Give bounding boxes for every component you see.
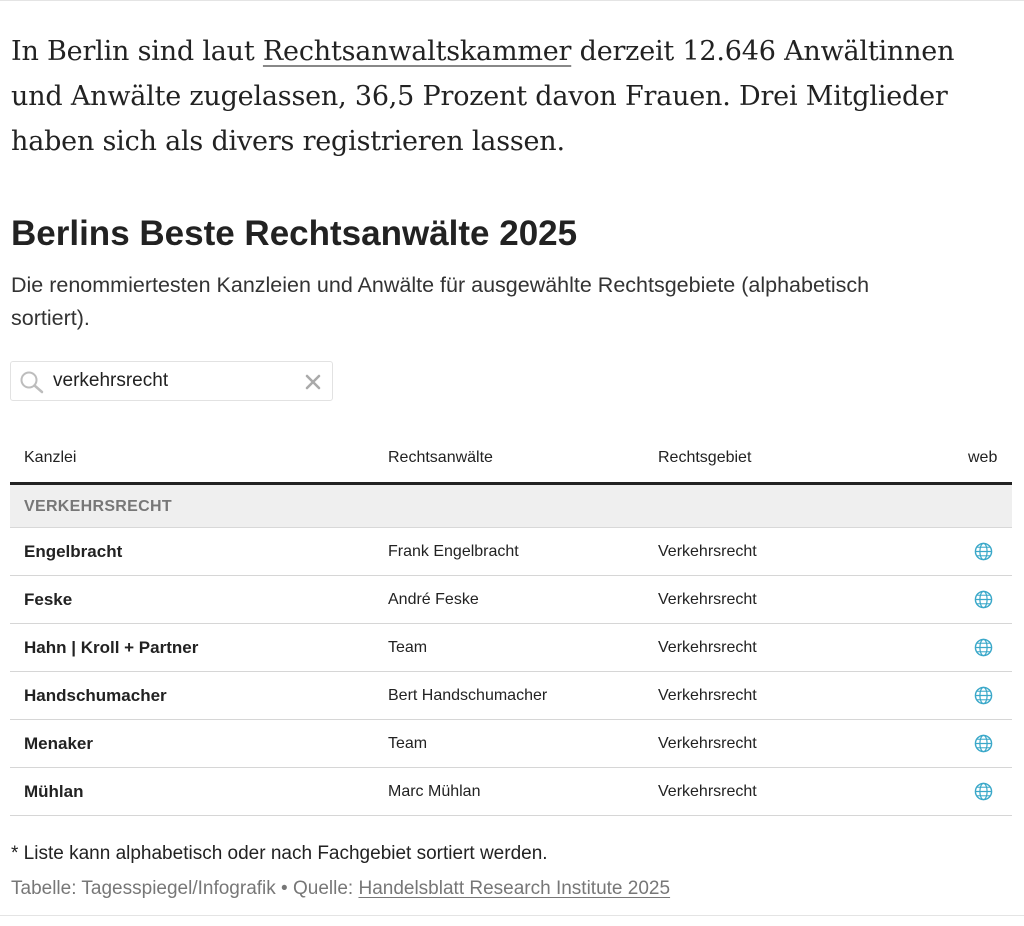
- intro-text-after: derzeit 12.646 Anwältinnen und Anwälte zugelassen, 36,5 Prozent davon Frauen. Drei Mitglieder haben sich als divers registrieren lassen.: [11, 36, 955, 157]
- globe-icon[interactable]: [974, 686, 993, 705]
- table-row: [10, 720, 1012, 768]
- anwaelte-cell: André Feske: [388, 591, 479, 608]
- globe-icon[interactable]: [974, 638, 993, 657]
- search-icon: [19, 370, 45, 394]
- rechtsgebiet-cell: Verkehrsrecht: [658, 591, 757, 608]
- rechtsgebiet-cell: Verkehrsrecht: [658, 783, 757, 800]
- table-row: [10, 672, 1012, 720]
- results-table: [10, 433, 1012, 816]
- source-line: [11, 878, 670, 900]
- rechtsgebiet-cell: Verkehrsrecht: [658, 543, 757, 560]
- globe-icon[interactable]: [974, 734, 993, 753]
- intro-paragraph: [11, 29, 1011, 164]
- anwaelte-cell: Bert Handschumacher: [388, 687, 548, 704]
- globe-icon[interactable]: [974, 590, 993, 609]
- anwaelte-cell: Marc Mühlan: [388, 783, 481, 800]
- table-subtitle: Die renommiertesten Kanzleien und Anwälte für ausgewählte Rechtsgebiete (alphabetisch sortiert).: [11, 273, 870, 330]
- search-input[interactable]: [53, 368, 293, 394]
- bottom-divider: [0, 915, 1024, 916]
- group-row: [10, 485, 1012, 528]
- table-row: [10, 576, 1012, 624]
- header-kanzlei[interactable]: Kanzlei: [24, 449, 77, 466]
- source-prefix: Tabelle: Tagesspiegel/Infografik • Quelle:: [11, 878, 359, 899]
- table-body: [10, 528, 1012, 816]
- sort-note: * Liste kann alphabetisch oder nach Fachgebiet sortiert werden.: [11, 843, 548, 864]
- rechtsgebiet-cell: Verkehrsrecht: [658, 639, 757, 656]
- kanzlei-cell: Engelbracht: [24, 542, 123, 561]
- table-header: [10, 433, 1012, 485]
- group-label: VERKEHRSRECHT: [24, 498, 172, 515]
- kanzlei-cell: Hahn | Kroll + Partner: [24, 638, 199, 657]
- table-row: [10, 528, 1012, 576]
- source-link[interactable]: Handelsblatt Research Institute 2025: [358, 878, 671, 899]
- close-icon[interactable]: [304, 373, 322, 391]
- table-title: Berlins Beste Rechtsanwälte 2025: [11, 214, 578, 253]
- globe-icon[interactable]: [974, 542, 993, 561]
- anwaelte-cell: Frank Engelbracht: [388, 543, 519, 560]
- kanzlei-cell: Handschumacher: [24, 686, 167, 705]
- rechtsgebiet-cell: Verkehrsrecht: [658, 735, 757, 752]
- kanzlei-cell: Menaker: [24, 734, 93, 753]
- table-row: [10, 624, 1012, 672]
- globe-icon[interactable]: [974, 782, 993, 801]
- header-web[interactable]: web: [968, 449, 998, 466]
- intro-text-before: In Berlin sind laut: [11, 36, 263, 67]
- anwaelte-cell: Team: [388, 735, 428, 752]
- rechtsgebiet-cell: Verkehrsrecht: [658, 687, 757, 704]
- table-row: [10, 768, 1012, 816]
- rechtsanwaltskammer-link[interactable]: Rechtsanwaltskammer: [262, 36, 572, 67]
- kanzlei-cell: Feske: [24, 590, 73, 609]
- header-rechtsanwaelte[interactable]: Rechtsanwälte: [388, 449, 493, 466]
- kanzlei-cell: Mühlan: [24, 782, 84, 801]
- header-rechtsgebiet[interactable]: Rechtsgebiet: [658, 449, 752, 466]
- search-box: [10, 361, 333, 401]
- anwaelte-cell: Team: [388, 639, 428, 656]
